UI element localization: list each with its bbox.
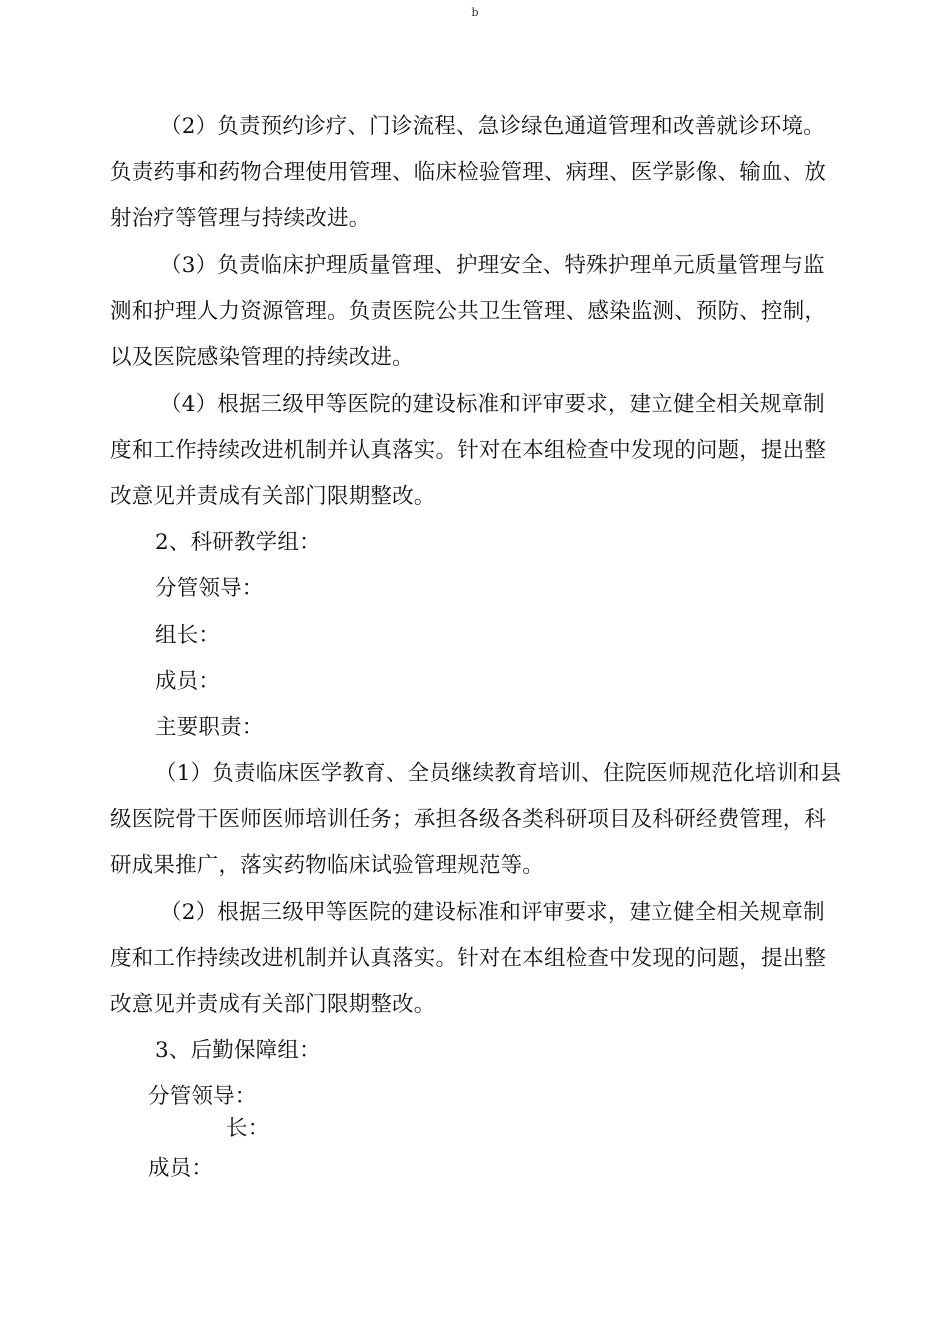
paragraph-line: 度和工作持续改进机制并认真落实。针对在本组检查中发现的问题，提出整 — [110, 438, 827, 463]
paragraph-line: （2）负责预约诊疗、门诊流程、急诊绿色通道管理和改善就诊环境。 — [160, 114, 825, 139]
paragraph-line: 度和工作持续改进机制并认真落实。针对在本组检查中发现的问题，提出整 — [110, 946, 827, 971]
field-label: 成员： — [148, 1156, 214, 1181]
paragraph-line: 改意见并责成有关部门限期整改。 — [110, 484, 436, 509]
paragraph-line: 级医院骨干医师医师培训任务；承担各级各类科研项目及科研经费管理，科 — [110, 807, 827, 832]
field-label: 长： — [226, 1116, 270, 1141]
paragraph-line: 以及医院感染管理的持续改进。 — [110, 345, 414, 370]
field-label: 分管领导： — [148, 1084, 257, 1109]
paragraph-line: （4）根据三级甲等医院的建设标准和评审要求，建立健全相关规章制 — [160, 392, 825, 417]
field-label: 分管领导： — [155, 576, 264, 601]
section-heading: 2、科研教学组： — [155, 530, 321, 555]
field-label: 组长： — [155, 623, 221, 648]
paragraph-line: （3）负责临床护理质量管理、护理安全、特殊护理单元质量管理与监 — [160, 253, 825, 278]
paragraph-line: 研成果推广，落实药物临床试验管理规范等。 — [110, 853, 545, 878]
field-label: 主要职责： — [155, 715, 264, 740]
paragraph-line: 射治疗等管理与持续改进。 — [110, 206, 371, 231]
paragraph-line: （1）负责临床医学教育、全员继续教育培训、住院医师规范化培训和县 — [155, 761, 842, 786]
paragraph-line: 负责药事和药物合理使用管理、临床检验管理、病理、医学影像、输血、放 — [110, 160, 827, 185]
page-header-mark: b — [471, 6, 479, 19]
field-label: 成员： — [155, 669, 221, 694]
section-heading: 3、后勤保障组： — [155, 1038, 321, 1063]
paragraph-line: 测和护理人力资源管理。负责医院公共卫生管理、感染监测、预防、控制， — [110, 299, 827, 324]
paragraph-line: 改意见并责成有关部门限期整改。 — [110, 992, 436, 1017]
paragraph-line: （2）根据三级甲等医院的建设标准和评审要求，建立健全相关规章制 — [160, 900, 825, 925]
